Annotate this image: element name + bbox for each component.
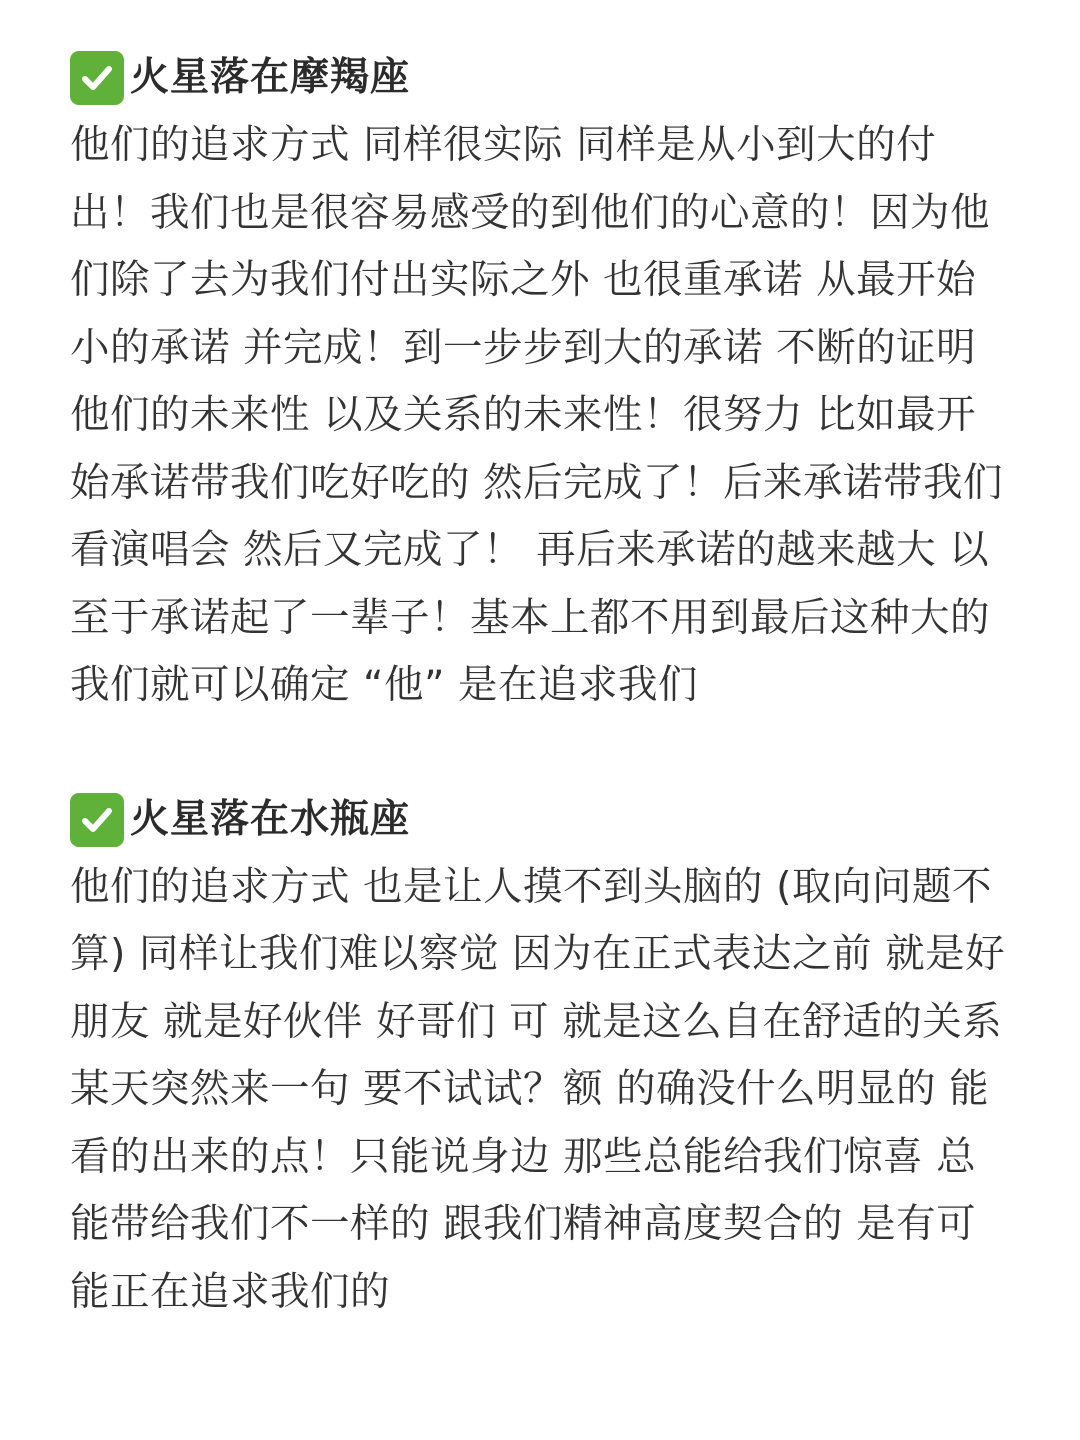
- section-title: 火星落在摩羯座: [130, 55, 411, 100]
- section-capricorn: [70, 44, 1010, 720]
- section-paragraph: 他们的追求方式 也是让人摸不到头脑的 (取向问题不算) 同样让我们难以察觉 因为在正式表达之前 就是好朋友 就是好伙伴 好哥们 可 就是这么自在舒适的关系 某天突然来一句 要不试试？额 的确没什么明显的 能看的出来的点！只能说身边 那些总能给我们惊喜 总能带给我们不一样的 跟我们精神高度契合的 是有可能正在追求我们的: [70, 863, 1006, 1315]
- section-paragraph: 他们的追求方式 同样很实际 同样是从小到大的付出！我们也是很容易感受的到他们的心意的！因为他们除了去为我们付出实际之外 也很重承诺 从最开始小的承诺 并完成！到一步步到大的承诺 不断的证明他们的未来性 以及关系的未来性！很努力 比如最开始承诺带我们吃好吃的 然后完成了！后来承诺带我们看演唱会 然后又完成了！ 再后来承诺的越来越大 以至于承诺起了一辈子！基本上都不用到最后这种大的 我们就可以确定 “他” 是在追求我们: [70, 122, 1004, 708]
- section-heading: [70, 44, 1010, 112]
- section-aquarius: [70, 786, 1010, 1327]
- check-mark-icon: [70, 793, 124, 847]
- section-title: 火星落在水瓶座: [130, 796, 411, 842]
- section-heading: [70, 786, 1010, 854]
- check-mark-icon: [70, 51, 124, 105]
